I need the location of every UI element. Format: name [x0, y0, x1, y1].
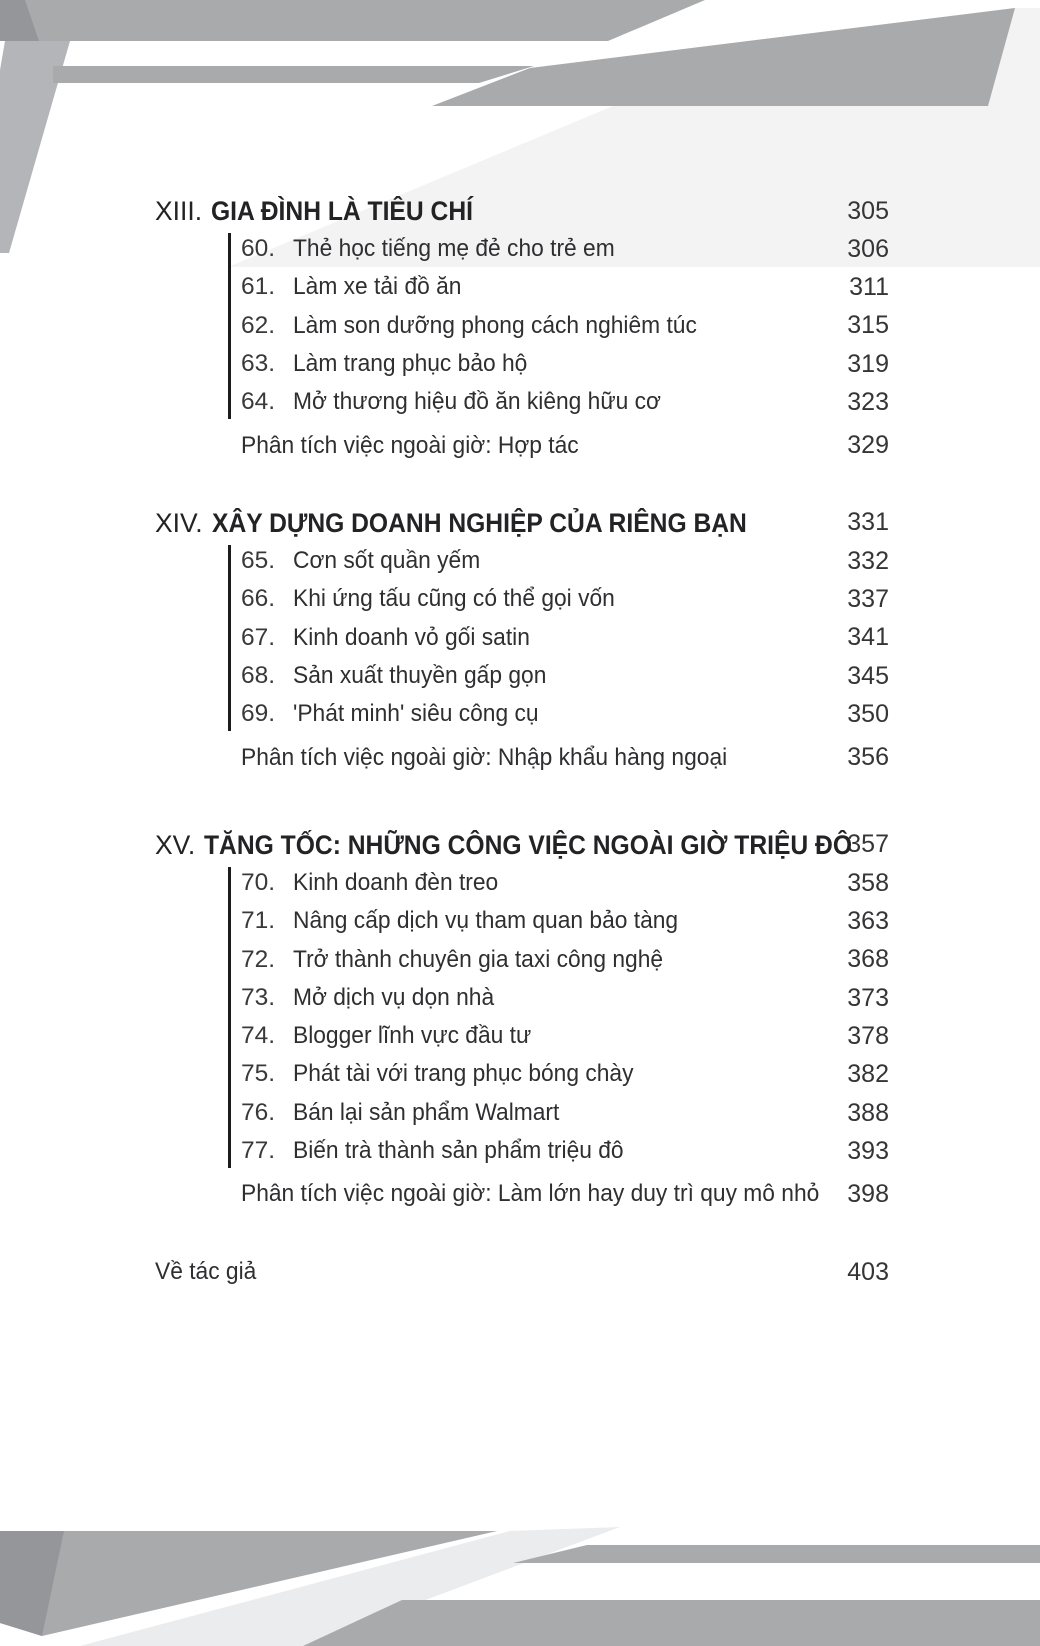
toc-entry [155, 1017, 889, 1055]
entry-page-number: 319 [847, 349, 889, 378]
entry-page-number: 382 [847, 1060, 889, 1089]
section-title: TĂNG TỐC: NHỮNG CÔNG VIỆC NGOÀI GIỜ TRIỆU ĐÔ [204, 829, 853, 860]
entry-number: 71. [241, 907, 276, 935]
entry-title: Mở dịch vụ dọn nhà [293, 983, 495, 1011]
toc-entry [155, 657, 889, 695]
toc-entry [155, 230, 889, 268]
entry-number: 62. [241, 311, 276, 339]
entry-title: Thẻ học tiếng mẹ đẻ cho trẻ em [293, 234, 615, 262]
entry-number: 64. [241, 388, 276, 416]
section-number: XV. [155, 829, 196, 860]
entry-number: 69. [241, 700, 276, 728]
entry-number: 77. [241, 1137, 276, 1165]
toc-entry [155, 268, 889, 306]
entry-page-number: 332 [847, 546, 889, 575]
entry-title: Kinh doanh đèn treo [293, 868, 499, 896]
toc-entry [155, 1056, 889, 1094]
entry-page-number: 358 [847, 868, 889, 897]
toc-entry [155, 695, 889, 733]
entry-title: Mở thương hiệu đồ ăn kiêng hữu cơ [293, 388, 661, 416]
entry-title: Kinh doanh vỏ gối satin [293, 623, 530, 651]
toc-entry [155, 941, 889, 979]
entry-title: Sản xuất thuyền gấp gọn [293, 661, 547, 689]
toc-section-heading [155, 504, 889, 542]
entry-number: 75. [241, 1060, 276, 1088]
analysis-title: Phân tích việc ngoài giờ: Làm lớn hay duy trì quy mô nhỏ [241, 1180, 820, 1208]
toc-entry [155, 902, 889, 940]
section-page-number: 305 [847, 196, 889, 225]
entry-number: 63. [241, 349, 276, 377]
entry-number: 72. [241, 945, 276, 973]
toc-entry [155, 345, 889, 383]
section-title: XÂY DỰNG DOANH NGHIỆP CỦA RIÊNG BẠN [211, 507, 747, 538]
entry-title: Cơn sốt quần yếm [293, 546, 481, 574]
entry-title: Bán lại sản phẩm Walmart [293, 1098, 560, 1126]
entry-page-number: 311 [849, 272, 889, 301]
entry-page-number: 363 [847, 906, 889, 935]
entry-title: Khi ứng tấu cũng có thể gọi vốn [293, 585, 615, 613]
entry-title: Làm son dưỡng phong cách nghiêm túc [293, 311, 697, 339]
entry-title: Nâng cấp dịch vụ tham quan bảo tàng [293, 907, 679, 935]
toc-entry-group [155, 230, 889, 422]
entry-number: 65. [241, 546, 276, 574]
entry-number: 76. [241, 1098, 276, 1126]
bottom-band-shape [303, 1600, 1040, 1646]
entry-title: Làm trang phục bảo hộ [293, 349, 528, 377]
toc-entry-group [155, 864, 889, 1171]
analysis-title: Phân tích việc ngoài giờ: Hợp tác [241, 431, 579, 459]
entry-number: 68. [241, 661, 276, 689]
entry-title: Phát tài với trang phục bóng chày [293, 1060, 634, 1088]
entry-title: Trở thành chuyên gia taxi công nghệ [293, 945, 664, 973]
entry-page-number: 368 [847, 945, 889, 974]
entry-title: Làm xe tải đồ ăn [293, 273, 462, 301]
entry-number: 61. [241, 273, 276, 301]
section-number: XIV. [155, 507, 203, 538]
entry-page-number: 337 [847, 584, 889, 613]
section-page-number: 357 [847, 830, 889, 859]
toc-entry [155, 1094, 889, 1132]
entry-page-number: 341 [847, 623, 889, 652]
analysis-page-number: 329 [847, 431, 889, 460]
table-of-contents [155, 0, 889, 1291]
section-number: XIII. [155, 195, 203, 226]
entry-number: 60. [241, 234, 276, 262]
entry-number: 67. [241, 623, 276, 651]
analysis-title: Phân tích việc ngoài giờ: Nhập khẩu hàng ngoại [241, 743, 728, 771]
entry-title: 'Phát minh' siêu công cụ [293, 700, 539, 728]
section-title: GIA ĐÌNH LÀ TIÊU CHÍ [211, 195, 474, 226]
toc-entry [155, 383, 889, 421]
entry-page-number: 350 [847, 699, 889, 728]
entry-title: Biến trà thành sản phẩm triệu đô [293, 1137, 624, 1165]
toc-section-heading [155, 192, 889, 230]
entry-page-number: 388 [847, 1098, 889, 1127]
entry-page-number: 323 [847, 387, 889, 416]
toc-analysis-row [155, 1176, 889, 1214]
entry-page-number: 315 [847, 311, 889, 340]
entry-page-number: 373 [847, 983, 889, 1012]
entry-number: 66. [241, 585, 276, 613]
entry-page-number: 306 [847, 234, 889, 263]
entry-page-number: 345 [847, 661, 889, 690]
analysis-page-number: 356 [847, 743, 889, 772]
toc-entry [155, 979, 889, 1017]
toc-analysis-row [155, 739, 889, 777]
toc-entry [155, 1132, 889, 1170]
toc-entry [155, 307, 889, 345]
toc-entry-group [155, 542, 889, 734]
toc-entry [155, 542, 889, 580]
toc-entry [155, 864, 889, 902]
entry-page-number: 378 [847, 1021, 889, 1050]
entry-page-number: 393 [847, 1136, 889, 1165]
analysis-page-number: 398 [847, 1180, 889, 1209]
about-author-row [155, 1253, 889, 1291]
entry-number: 70. [241, 868, 276, 896]
toc-entry [155, 580, 889, 618]
about-author-title: Về tác giả [155, 1257, 257, 1285]
toc-entry [155, 619, 889, 657]
section-page-number: 331 [847, 508, 889, 537]
bottom-middle-band-shape [513, 1545, 1040, 1563]
entry-title: Blogger lĩnh vực đầu tư [293, 1022, 532, 1050]
entry-number: 73. [241, 983, 276, 1011]
entry-number: 74. [241, 1022, 276, 1050]
toc-section-heading [155, 826, 889, 864]
toc-analysis-row [155, 427, 889, 465]
about-author-page-number: 403 [847, 1257, 889, 1286]
